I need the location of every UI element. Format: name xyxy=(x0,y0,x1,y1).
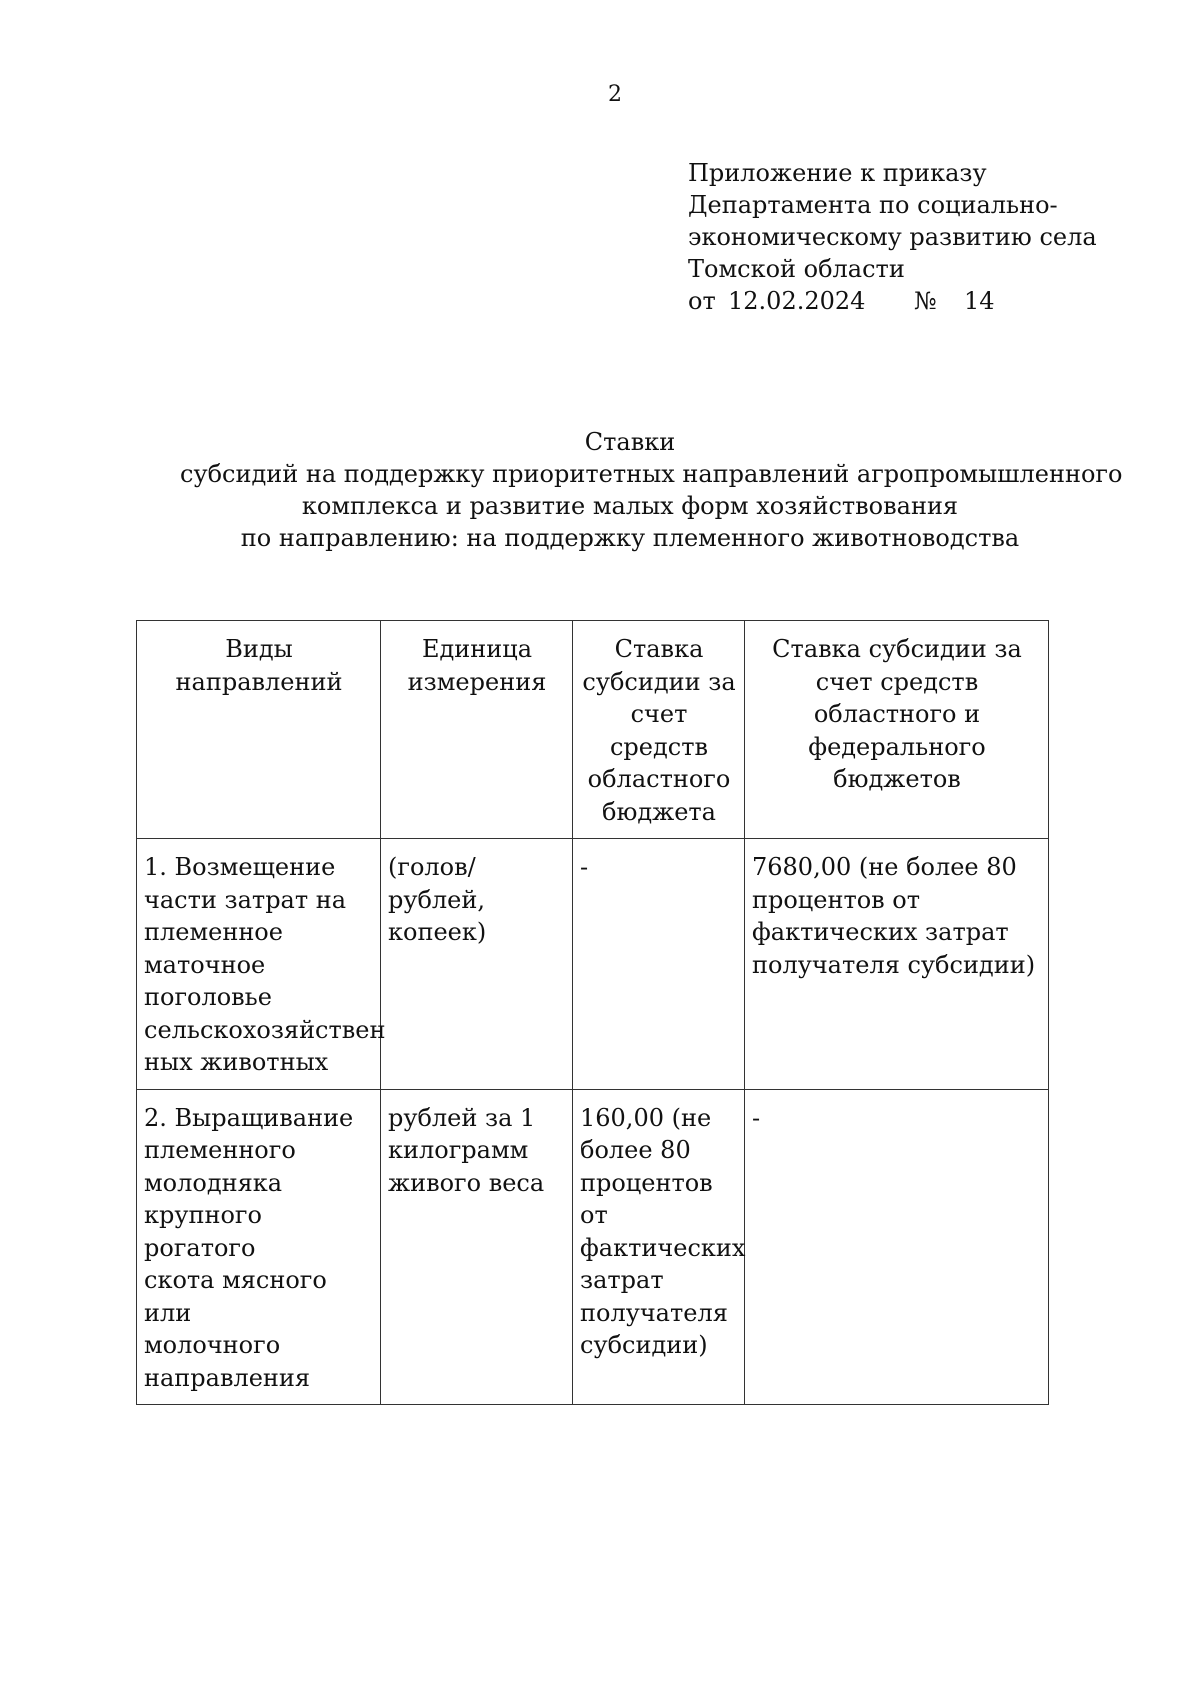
table-row xyxy=(137,839,1049,1090)
document-title xyxy=(180,426,1123,554)
title-line: комплекса и развитие малых форм хозяйствования xyxy=(301,492,959,520)
table-row xyxy=(137,1089,1049,1405)
table-header-row xyxy=(137,621,1049,839)
table-cell: 7680,00 (не более 80 процентов от фактических затрат получателя субсидии) xyxy=(745,839,1049,1090)
annex-header xyxy=(688,157,1097,317)
table-cell: рублей за 1 килограмм живого веса xyxy=(381,1089,573,1405)
annex-line: экономическому развитию села xyxy=(688,223,1097,251)
annex-line: Департамента по социально- xyxy=(688,191,1058,219)
header-cell-regional-federal-rate: Ставка субсидии за счет средств областного и федерального бюджетов xyxy=(745,621,1049,839)
order-date: 12.02.2024 xyxy=(728,287,866,315)
table-cell: 2. Выращивание племенного молодняка крупного рогатого скота мясного или молочного направления xyxy=(137,1089,381,1405)
header-cell-regional-rate: Ставка субсидии за счет средств областного бюджета xyxy=(573,621,745,839)
title-line: Ставки xyxy=(584,428,676,456)
table-cell: - xyxy=(573,839,745,1090)
annex-line: Томской области xyxy=(688,255,905,283)
header-cell-directions: Виды направлений xyxy=(137,621,381,839)
annex-line: Приложение к приказу xyxy=(688,159,987,187)
order-prefix: от xyxy=(688,287,716,315)
subsidy-rates-table xyxy=(136,620,1049,1405)
order-number: 14 xyxy=(964,287,995,315)
header-cell-unit: Единица измерения xyxy=(381,621,573,839)
order-number-sign: № xyxy=(914,287,937,315)
table-cell: 1. Возмещение части затрат на племенное маточное поголовье сельскохозяйствен ных животных xyxy=(137,839,381,1090)
order-line xyxy=(688,285,1097,317)
table-cell: (голов/рублей, копеек) xyxy=(381,839,573,1090)
title-line: по направлению: на поддержку племенного животноводства xyxy=(240,524,1020,552)
table-cell: - xyxy=(745,1089,1049,1405)
title-line: субсидий на поддержку приоритетных направлений агропромышленного xyxy=(180,460,1123,488)
table-cell: 160,00 (не более 80 процентов от фактических затрат получателя субсидии) xyxy=(573,1089,745,1405)
page-number: 2 xyxy=(608,82,622,107)
